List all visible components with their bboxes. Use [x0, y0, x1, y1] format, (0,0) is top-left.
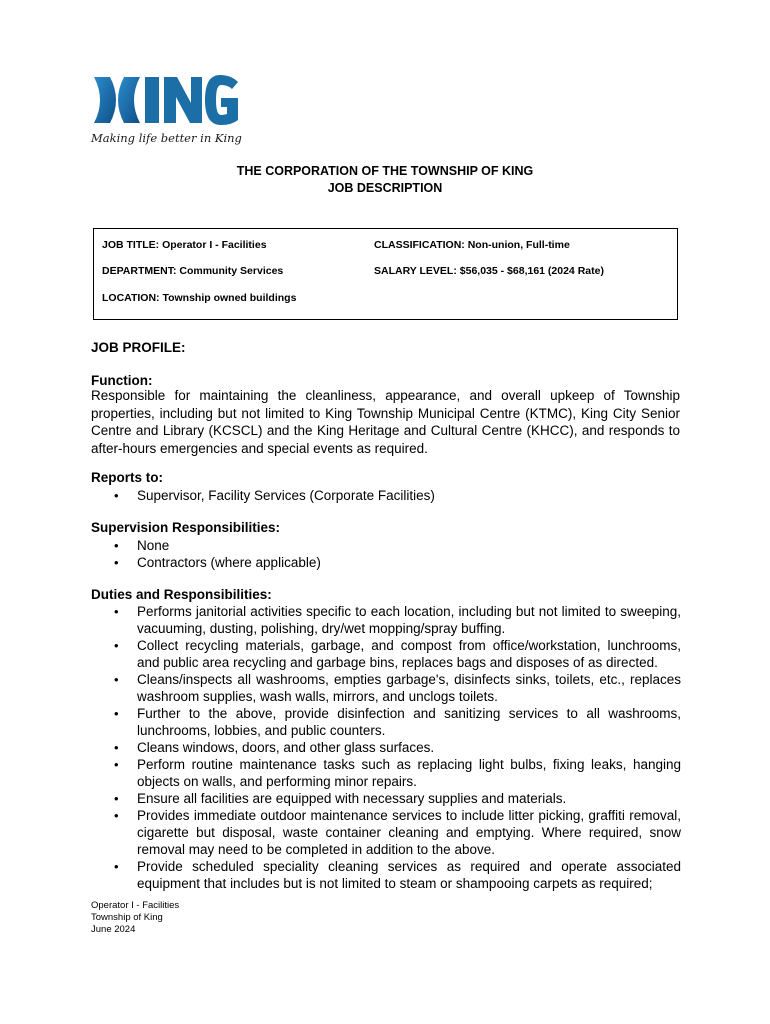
list-item: • Performs janitorial activities specific to each location, including but not limited to sweeping, vacuuming, dusting, polishing, dry/wet mopping/spray buffing. — [114, 604, 681, 636]
department: DEPARTMENT: Community Services — [102, 265, 284, 277]
list-item: • Ensure all facilities are equipped with necessary supplies and materials. — [114, 791, 567, 806]
list-item: • Provide scheduled speciality cleaning services as required and operate associated equipment that includes but is not limited to steam or shampooing carpets as required; — [114, 859, 681, 891]
list-item: • Collect recycling materials, garbage, and compost from office/workstation, lunchrooms, and public area recycling and garbage bins, replaces bags and disposes of as directed. — [114, 638, 681, 670]
duties-list — [91, 603, 681, 892]
bullet-icon: • — [114, 604, 119, 619]
document-heading: THE CORPORATION OF THE TOWNSHIP OF KING — [236, 164, 534, 178]
footer-line: Operator I - Facilities — [91, 900, 180, 911]
bullet-icon: • — [114, 740, 119, 755]
footer-line: June 2024 — [91, 924, 136, 935]
bullet-icon: • — [114, 757, 119, 772]
page-footer — [91, 900, 179, 936]
reports-to-label: Reports to: — [91, 470, 163, 485]
bullet-icon: • — [114, 538, 119, 553]
list-item: • Provides immediate outdoor maintenance services to include litter picking, graffiti removal, cigarette but disposal, waste container cleaning and emptying. Where required, snow removal may need to be completed in addition to the above. — [114, 808, 681, 857]
logo-tagline: Making life better in King — [91, 131, 242, 145]
salary-level: SALARY LEVEL: $56,035 - $68,161 (2024 Rate) — [374, 265, 604, 277]
function-label: Function: — [91, 373, 153, 388]
document-subheading: JOB DESCRIPTION — [327, 181, 443, 195]
list-item: • Perform routine maintenance tasks such as replacing light bulbs, fixing leaks, hanging objects on walls, and performing minor repairs. — [114, 757, 681, 789]
supervision-list — [91, 537, 681, 571]
bullet-icon: • — [114, 859, 119, 874]
job-info-box — [93, 228, 678, 320]
bullet-icon: • — [114, 555, 119, 570]
job-profile-heading: JOB PROFILE: — [91, 340, 186, 355]
supervision-label: Supervision Responsibilities: — [91, 520, 281, 535]
bullet-icon: • — [114, 672, 119, 687]
bullet-icon: • — [114, 791, 119, 806]
location: LOCATION: Township owned buildings — [102, 292, 297, 304]
bullet-icon: • — [114, 638, 119, 653]
list-item: • None — [114, 538, 170, 553]
reports-to-list — [91, 487, 681, 504]
duties-label: Duties and Responsibilities: — [91, 587, 272, 602]
list-item: • Cleans windows, doors, and other glass surfaces. — [114, 740, 435, 755]
footer-line: Township of King — [91, 912, 163, 923]
job-title: JOB TITLE: Operator I - Facilities — [102, 239, 267, 251]
classification: CLASSIFICATION: Non-union, Full-time — [374, 239, 570, 251]
list-item: • Further to the above, provide disinfection and sanitizing services to all washrooms, lunchrooms, lobbies, and public counters. — [114, 706, 681, 738]
bullet-icon: • — [114, 706, 119, 721]
list-item: • Supervisor, Facility Services (Corporate Facilities) — [114, 488, 435, 503]
list-item: • Cleans/inspects all washrooms, empties garbage's, disinfects sinks, toilets, etc., replaces washroom supplies, wash walls, mirrors, and unclogs toilets. — [114, 672, 681, 704]
list-item: • Contractors (where applicable) — [114, 555, 321, 570]
bullet-icon: • — [114, 808, 119, 823]
function-text: Responsible for maintaining the cleanliness, appearance, and overall upkeep of Township properties, including but not limited to King Township Municipal Centre (KTMC), King City Senior Centre and Library (KCSCL) and the King Heritage and Cultural Centre (KHCC), and responds to after-hours emergencies and special events as required. — [91, 388, 680, 456]
bullet-icon: • — [114, 488, 119, 503]
